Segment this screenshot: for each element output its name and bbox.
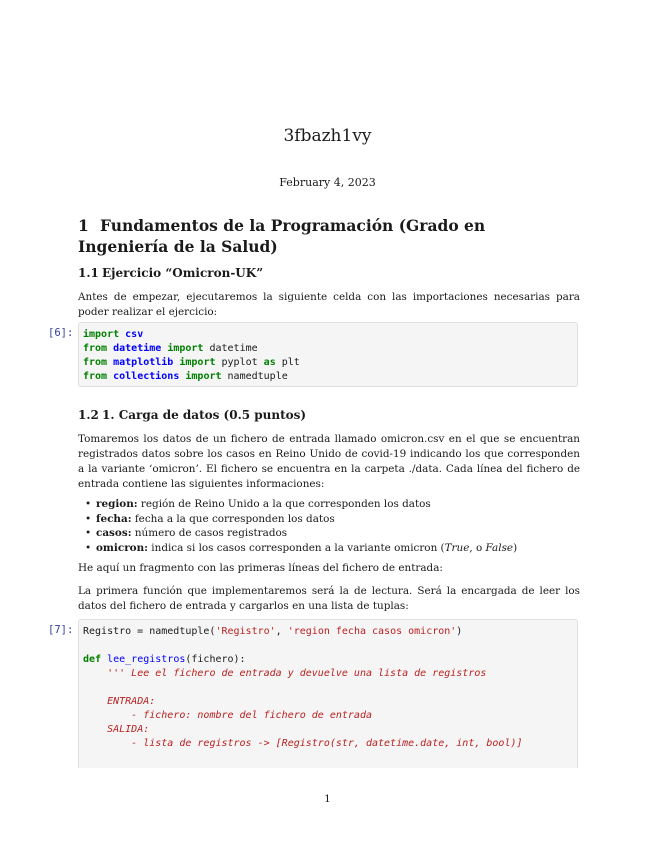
code-cell-imports[interactable] <box>78 322 578 387</box>
list-item: • omicron: indica si los casos corresponden a la variante omicron (True, o False) <box>96 541 596 556</box>
subsection-heading-2 <box>78 408 306 422</box>
subsection-number: 1.2 <box>78 408 99 422</box>
code-line: SALIDA: <box>107 724 150 735</box>
code-line: import csv <box>83 329 144 340</box>
list-item: • casos: número de casos registrados <box>96 526 596 541</box>
data-description-paragraph: Tomaremos los datos de un fichero de entrada llamado omicron.csv en el que se encuentran registrados datos sobre los casos en Reino Unido de covid-19 indicando los que corresponden a la variante ‘omicron’. El fichero se encuentra en la carpeta ./data. Cada línea del fichero de entrada contiene las siguientes informaciones: <box>78 433 580 490</box>
subsection-number: 1.1 <box>78 266 99 280</box>
section-number: 1 <box>78 216 89 235</box>
document-title: 3fbazh1vy <box>283 126 372 146</box>
code-line: from matplotlib import pyplot as plt <box>83 357 300 368</box>
code-line: ENTRADA: <box>107 696 156 707</box>
intro-paragraph: Antes de empezar, ejecutaremos la siguiente celda con las importaciones necesarias para poder realizar el ejercicio: <box>78 291 580 318</box>
subsection-title: 1. Carga de datos (0.5 puntos) <box>102 408 307 422</box>
page-number: 1 <box>324 793 331 805</box>
code-line: def lee_registros(fichero): <box>83 654 246 665</box>
document-date: February 4, 2023 <box>279 176 376 189</box>
code-line: - lista de registros -> [Registro(str, datetime.date, int, bool)] <box>131 738 523 749</box>
code-line: ''' Lee el fichero de entrada y devuelve una lista de registros <box>107 668 487 679</box>
code-line: from collections import namedtuple <box>83 371 288 382</box>
field-list <box>78 497 596 555</box>
list-item: • fecha: fecha a la que corresponden los datos <box>96 512 596 527</box>
section-heading <box>78 215 578 257</box>
fragment-paragraph: He aquí un fragmento con las primeras líneas del fichero de entrada: <box>78 562 443 574</box>
code-line <box>83 681 573 695</box>
reading-function-paragraph: La primera función que implementaremos será la de lectura. Será la encargada de leer los datos del fichero de entrada y cargarlos en una lista de tuplas: <box>78 585 580 612</box>
code-line: from datetime import datetime <box>83 343 258 354</box>
code-line: - fichero: nombre del fichero de entrada <box>131 710 372 721</box>
code-line <box>83 639 573 653</box>
list-item: • region: región de Reino Unido a la que corresponden los datos <box>96 497 596 512</box>
cell-prompt: [7]: <box>48 624 74 636</box>
subsection-title: Ejercicio “Omicron-UK” <box>102 266 264 280</box>
section-title: Fundamentos de la Programación (Grado en Ingeniería de la Salud) <box>78 216 486 256</box>
code-line: Registro = namedtuple('Registro', 'region fecha casos omicron') <box>83 626 463 637</box>
subsection-heading-1 <box>78 266 263 280</box>
code-cell-lee-registros[interactable] <box>78 619 578 768</box>
cell-prompt: [6]: <box>48 327 74 339</box>
